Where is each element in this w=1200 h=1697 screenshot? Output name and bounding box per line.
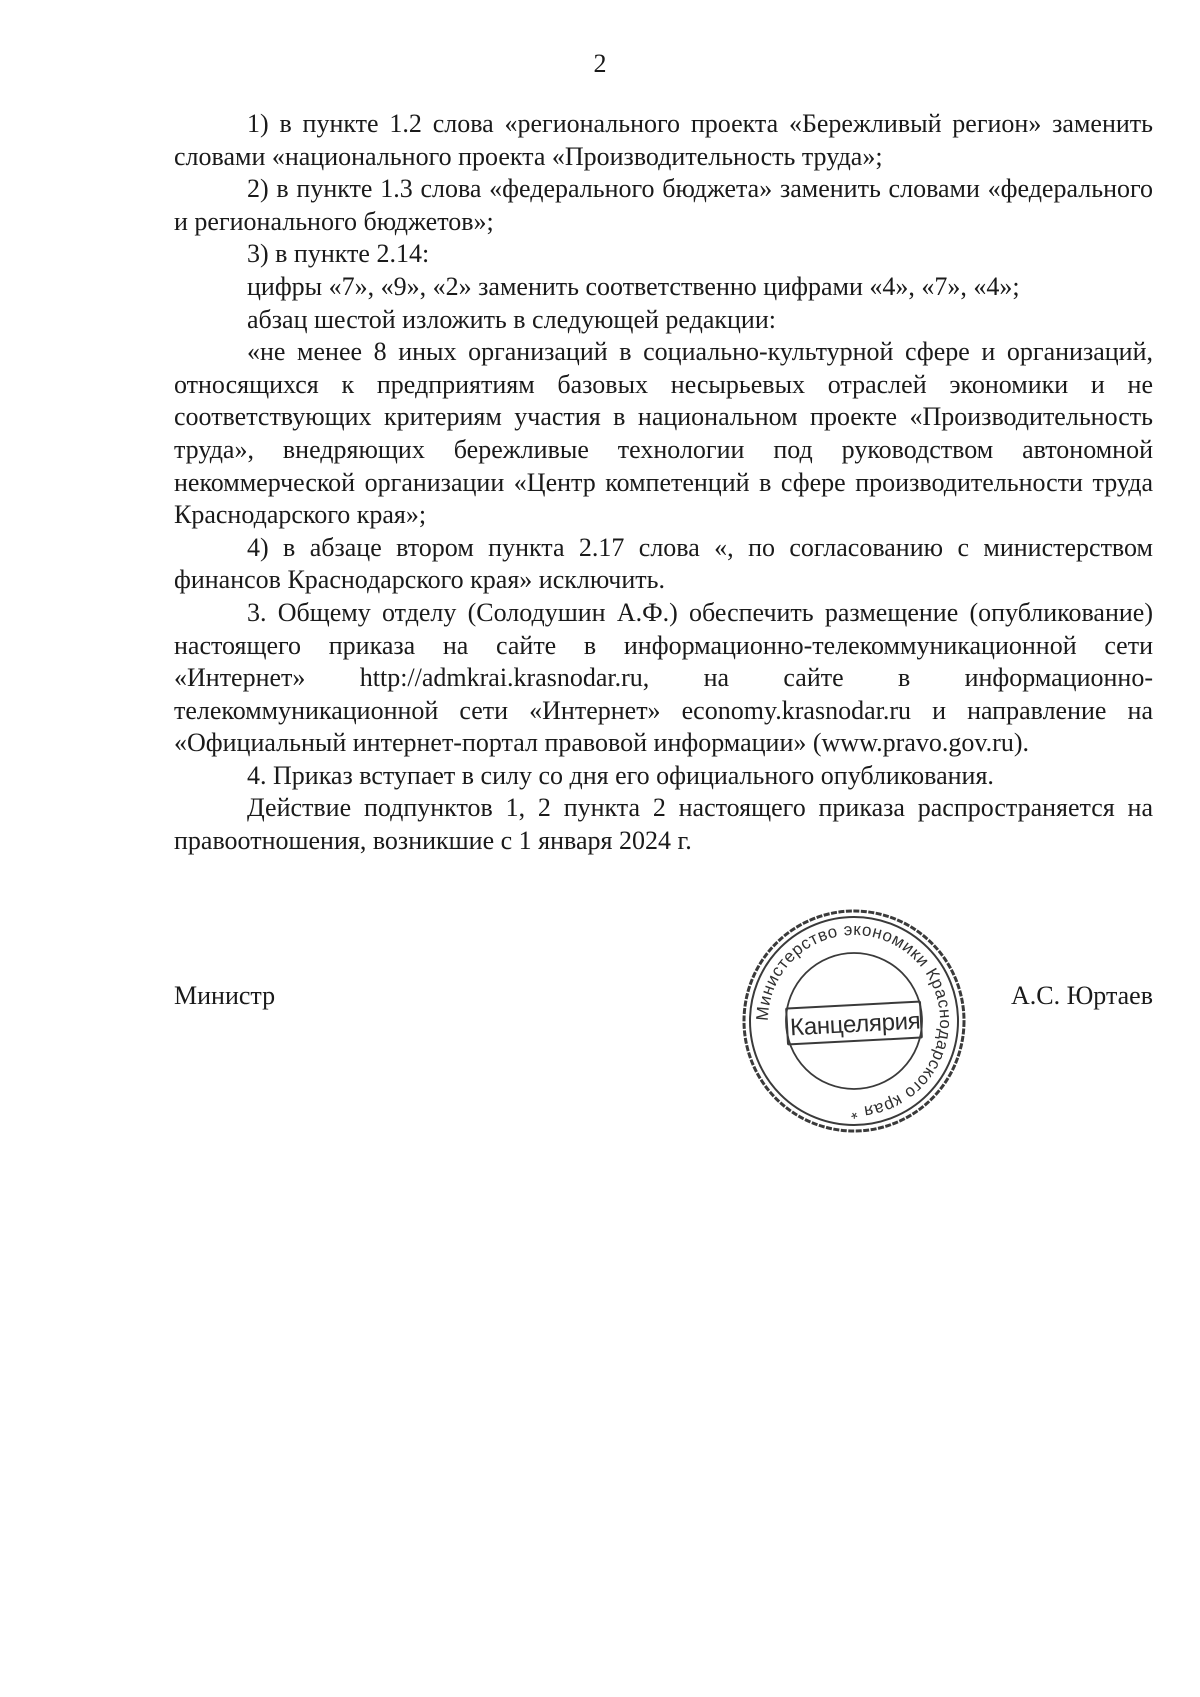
document-body <box>174 108 1153 858</box>
paragraph-retroactive-effect: Действие подпунктов 1, 2 пункта 2 настоящего приказа распространяется на правоотношения, возникшие с 1 января 2024 г. <box>174 793 1153 856</box>
paragraph-subitem-4: 4) в абзаце втором пункта 2.17 слова «, по согласованию с министерством финансов Краснодарского края» исключить. <box>174 532 1153 595</box>
signatory-name: А.С. Юртаев <box>1010 981 1153 1010</box>
paragraph-item-4-effective: 4. Приказ вступает в силу со дня его официального опубликования. <box>247 760 994 790</box>
paragraph-subitem-1: 1) в пункте 1.2 слова «регионального проекта «Бережливый регион» заменить словами «национального проекта «Производительность труда»; <box>174 109 1153 171</box>
page-number: 2 <box>593 49 607 78</box>
official-stamp <box>738 905 970 1137</box>
paragraph-subitem-2: 2) в пункте 1.3 слова «федерального бюджета» заменить словами «федерального и регионального бюджетов»; <box>174 174 1153 236</box>
signatory-title: Министр <box>174 981 276 1010</box>
stamp-ring-text: Министерство экономики Краснодарского края * <box>752 919 956 1123</box>
paragraph-subitem-3: 3) в пункте 2.14: <box>247 239 430 269</box>
paragraph-item-3-publication: 3. Общему отделу (Солодушин А.Ф.) обеспечить размещение (опубликование) настоящего приказа на сайте в информационно-телекоммуникационной сети «Интернет» http://admkrai.krasnodar.ru, на сайте в информационно-телекоммуникационной сети «Интернет» economy.krasnodar.ru и направление на «Официальный интернет-портал правовой информации» (www.pravo.gov.ru). <box>174 597 1153 758</box>
paragraph-sixth-abzac: абзац шестой изложить в следующей редакции: <box>247 304 776 334</box>
paragraph-new-wording: «не менее 8 иных организаций в социально-культурной сфере и организаций, относящихся к предприятиям базовых несырьевых отраслей экономики и не соответствующих критериям участия в национальном проекте «Производительность труда», внедряющих бережливые технологии под руководством автономной некоммерческой организации «Центр компетенций в сфере производительности труда Краснодарского края»; <box>174 337 1153 530</box>
paragraph-digits-replace: цифры «7», «9», «2» заменить соответственно цифрами «4», «7», «4»; <box>247 271 1020 301</box>
stamp-center-label: Канцелярия <box>785 1000 923 1045</box>
